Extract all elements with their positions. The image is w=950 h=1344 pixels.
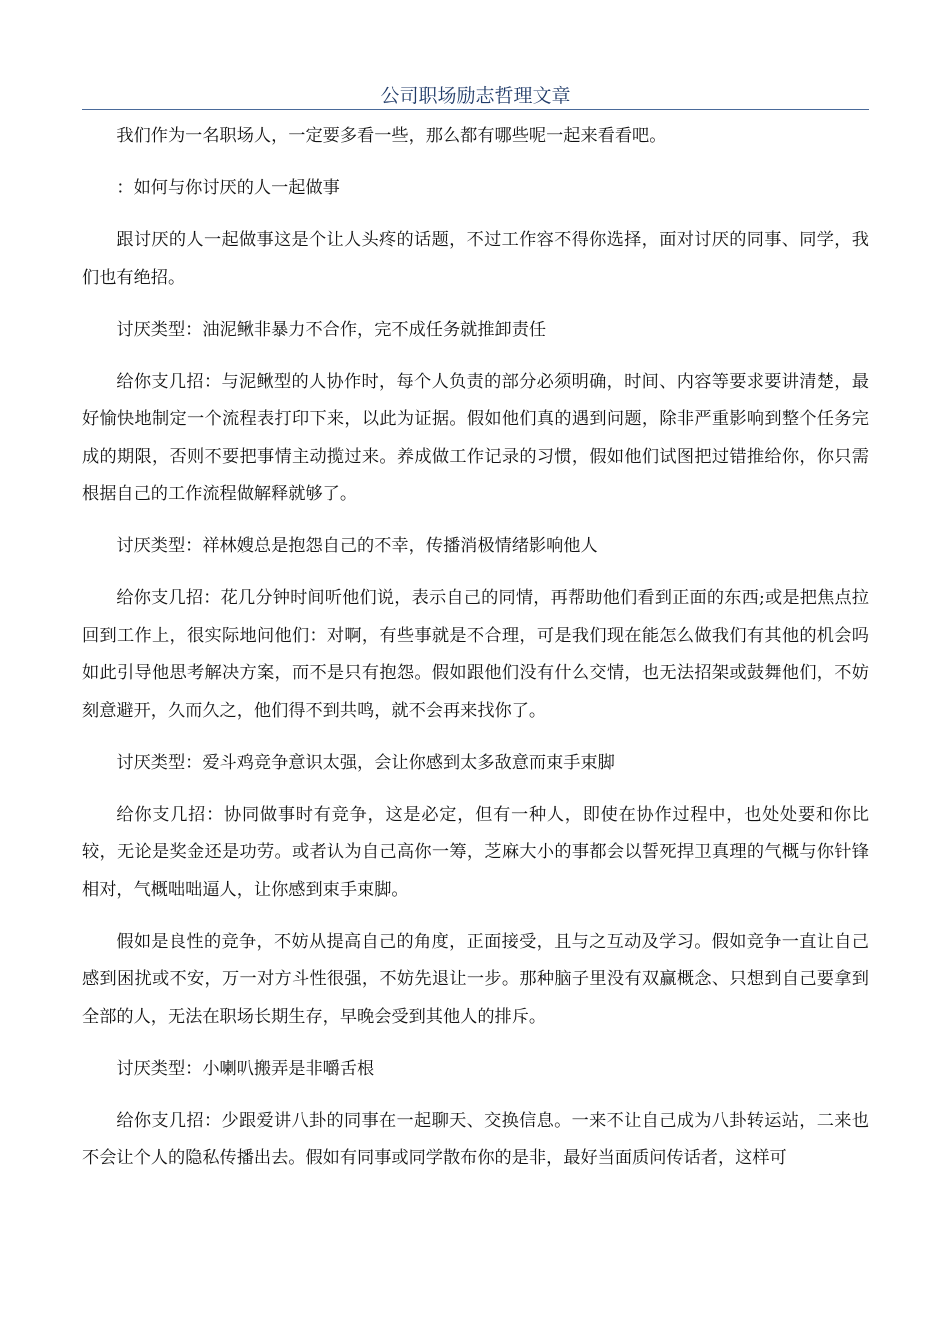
paragraph: 假如是良性的竞争，不妨从提高自己的角度，正面接受，且与之互动及学习。假如竞争一直让自己感到困扰或不安，万一对方斗性很强，不妨先退让一步。那种脑子里没有双赢概念、只想到自己要拿到全部的人，无法在职场长期生存，早晚会受到其他人的排斥。 — [82, 931, 869, 1027]
section-heading: ：如何与你讨厌的人一起做事 — [116, 178, 340, 198]
type-heading: 讨厌类型：小喇叭搬弄是非嚼舌根 — [116, 1058, 375, 1079]
type-heading: 讨厌类型：油泥鳅非暴力不合作，完不成任务就推卸责任 — [116, 319, 547, 340]
paragraph: 给你支几招：协同做事时有竞争，这是必定，但有一种人，即使在协作过程中，也处处要和你比较，无论是奖金还是功劳。或者认为自己高你一筹，芝麻大小的事都会以誓死捍卫真理的气概与你针锋相对，气概咄咄逼人，让你感到束手束脚。 — [82, 804, 869, 900]
paragraph: 我们作为一名职场人，一定要多看一些，那么都有哪些呢一起来看看吧。 — [116, 126, 667, 146]
type-heading: 讨厌类型：爱斗鸡竞争意识太强，会让你感到太多敌意而束手束脚 — [116, 752, 615, 773]
article-body — [82, 118, 869, 1192]
paragraph: 跟讨厌的人一起做事这是个让人头疼的话题，不过工作容不得你选择，面对讨厌的同事、同学，我们也有绝招。 — [82, 230, 869, 288]
paragraph: 给你支几招：少跟爱讲八卦的同事在一起聊天、交换信息。一来不让自己成为八卦转运站，二来也不会让个人的隐私传播出去。假如有同事或同学散布你的是非，最好当面质问传话者，这样可 — [82, 1110, 869, 1168]
header-divider — [82, 109, 869, 110]
type-heading: 讨厌类型：祥林嫂总是抱怨自己的不幸，传播消极情绪影响他人 — [116, 536, 598, 556]
page-header-title: 公司职场励志哲理文章 — [380, 85, 571, 107]
paragraph: 给你支几招：与泥鳅型的人协作时，每个人负责的部分必须明确，时间、内容等要求要讲清楚，最好愉快地制定一个流程表打印下来，以此为证据。假如他们真的遇到问题，除非严重影响到整个任务完成的期限，否则不要把事情主动揽过来。养成做工作记录的习惯，假如他们试图把过错推给你，你只需根据自己的工作流程做解释就够了。 — [82, 371, 869, 504]
paragraph: 给你支几招：花几分钟时间听他们说，表示自己的同情，再帮助他们看到正面的东西;或是把焦点拉回到工作上，很实际地问他们：对啊，有些事就是不合理，可是我们现在能怎么做我们有其他的机会吗如此引导他思考解决方案，而不是只有抱怨。假如跟他们没有什么交情，也无法招架或鼓舞他们，不妨刻意避开，久而久之，他们得不到共鸣，就不会再来找你了。 — [82, 588, 869, 721]
